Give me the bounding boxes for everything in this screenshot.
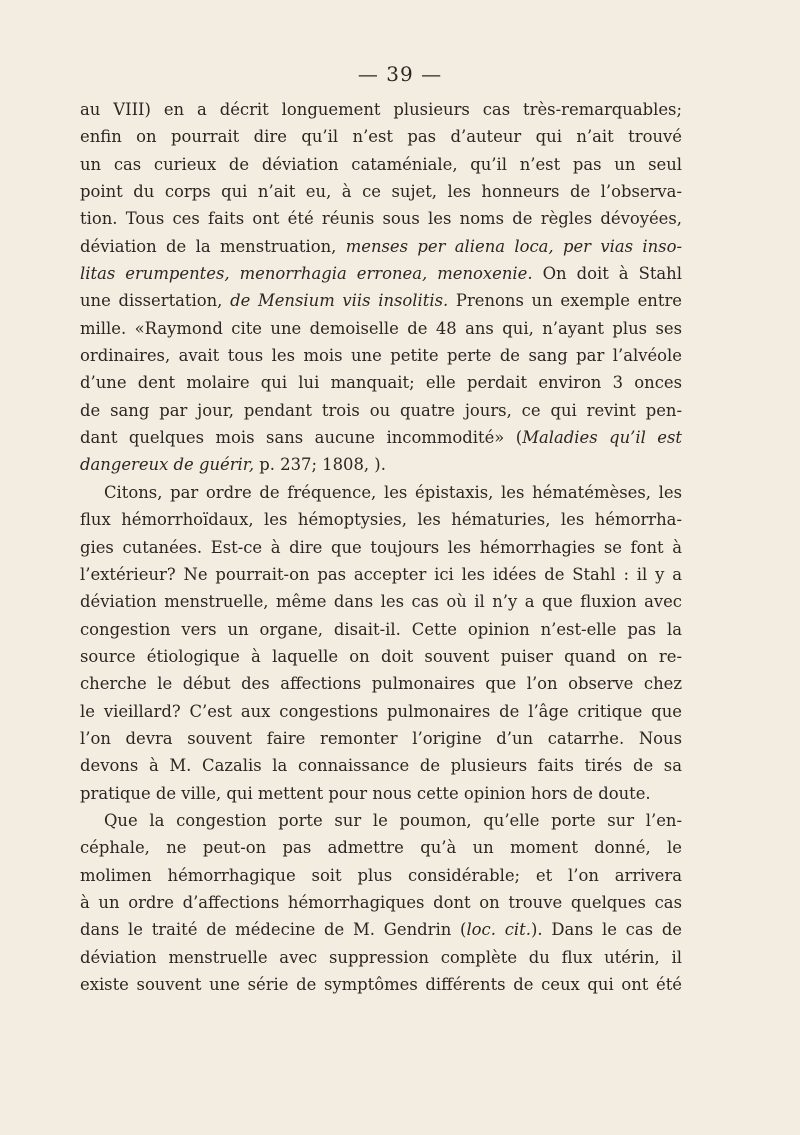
text-line <box>80 588 682 615</box>
text-line <box>80 698 682 725</box>
text-segment: Citons, par ordre de fréquence, les épistaxis, les hématémèses, les <box>104 482 682 502</box>
text-line <box>80 369 682 396</box>
text-segment: ). Dans le cas de <box>530 920 683 940</box>
text-line <box>80 834 682 861</box>
text-segment: au VIII) en a décrit longuement plusieurs cas très-remarquables; <box>80 100 682 119</box>
text-segment: gies cutanées. Est-ce à dire que toujours les hémorrhagies se font à <box>80 537 682 557</box>
text-line <box>80 260 682 287</box>
text-line <box>80 451 682 478</box>
text-line <box>80 916 682 943</box>
text-line <box>80 889 682 916</box>
text-segment: céphale, ne peut-on pas admettre qu’à un moment donné, le <box>80 838 682 858</box>
text-segment: pratique de ville, qui mettent pour nous cette opinion hors de doute. <box>80 783 651 803</box>
italic-text: de Mensium viis insolitis. <box>230 291 449 311</box>
text-line <box>80 506 682 533</box>
text-line <box>80 670 682 697</box>
italic-text: dangereux de guérir, <box>80 455 255 475</box>
text-line <box>80 616 682 643</box>
page-number: — 39 — <box>357 62 443 86</box>
text-segment: une dissertation, <box>80 291 231 311</box>
italic-text: litas erumpentes, menorrhagia erronea, menoxenie. <box>80 264 533 284</box>
text-line <box>80 862 682 889</box>
text-line <box>80 534 682 561</box>
text-segment: déviation menstruelle, même dans les cas où il n’y a que fluxion avec <box>80 592 682 612</box>
text-line <box>80 315 682 342</box>
text-segment: enfin on pourrait dire qu’il n’est pas d’auteur qui n’ait trouvé <box>80 127 682 147</box>
text-segment: l’on devra souvent faire remonter l’origine d’un catarrhe. Nous <box>80 728 682 748</box>
text-line <box>80 178 682 205</box>
text-line <box>80 96 682 123</box>
text-line <box>80 287 682 314</box>
text-line <box>80 807 682 834</box>
text-line <box>80 944 682 971</box>
italic-text: loc. cit. <box>466 920 531 940</box>
text-segment: déviation de la menstruation, <box>80 236 346 256</box>
italic-text: Maladies qu’il est <box>522 428 682 448</box>
text-line <box>80 205 682 232</box>
text-segment: flux hémorrhoïdaux, les hémoptysies, les hématuries, les hémorrha- <box>80 510 682 530</box>
text-segment: tion. Tous ces faits ont été réunis sous les noms de règles dévoyées, <box>80 209 682 229</box>
text-line <box>80 561 682 588</box>
text-segment: ordinaires, avait tous les mois une petite perte de sang par l’alvéole <box>80 346 682 366</box>
text-line <box>80 971 682 998</box>
text-segment: de sang par jour, pendant trois ou quatre jours, ce qui revint pen- <box>80 400 682 420</box>
text-segment: dant quelques mois sans aucune incommodité» ( <box>80 428 523 448</box>
text-line <box>80 342 682 369</box>
text-segment: à un ordre d’affections hémorrhagiques dont on trouve quelques cas <box>80 892 682 912</box>
text-segment: l’extérieur? Ne pourrait-on pas accepter ici les idées de Stahl : il y a <box>80 564 682 584</box>
text-segment: mille. «Raymond cite une demoiselle de 48 ans qui, n’ayant plus ses <box>80 318 682 338</box>
text-segment: déviation menstruelle avec suppression complète du flux utérin, il <box>80 947 682 967</box>
text-segment: un cas curieux de déviation cataméniale, qu’il n’est pas un seul <box>80 154 682 174</box>
text-segment: cherche le début des affections pulmonaires que l’on observe chez <box>80 674 682 694</box>
text-segment: congestion vers un organe, disait-il. Cette opinion n’est-elle pas la <box>80 619 682 639</box>
text-segment: dans le traité de médecine de M. Gendrin ( <box>80 920 467 940</box>
text-line <box>80 123 682 150</box>
text-line <box>80 397 682 424</box>
text-segment: On doit à Stahl <box>532 264 682 284</box>
text-segment: d’une dent molaire qui lui manquait; elle perdait environ 3 onces <box>80 373 682 393</box>
text-line <box>80 479 682 506</box>
text-line <box>80 643 682 670</box>
text-segment: Prenons un exemple entre <box>448 291 682 311</box>
text-segment: p. 237; 1808, ). <box>254 455 386 475</box>
italic-text: menses per aliena loca, per vias inso- <box>345 236 682 256</box>
text-line <box>80 780 682 807</box>
text-segment: molimen hémorrhagique soit plus considérable; et l’on arrivera <box>80 865 682 885</box>
text-line <box>80 151 682 178</box>
text-segment: existe souvent une série de symptômes différents de ceux qui ont été <box>80 975 682 994</box>
text-line <box>80 725 682 752</box>
text-segment: source étiologique à laquelle on doit souvent puiser quand on re- <box>80 646 682 666</box>
text-segment: Que la congestion porte sur le poumon, qu’elle porte sur l’en- <box>104 810 682 830</box>
text-line <box>80 752 682 779</box>
text-line <box>80 424 682 451</box>
text-segment: devons à M. Cazalis la connaissance de plusieurs faits tirés de sa <box>80 756 682 776</box>
text-segment: point du corps qui n’ait eu, à ce sujet, les honneurs de l’observa- <box>80 182 682 202</box>
body-text <box>80 96 682 998</box>
text-segment: le vieillard? C’est aux congestions pulmonaires de l’âge critique que <box>80 701 682 721</box>
text-line <box>80 233 682 260</box>
